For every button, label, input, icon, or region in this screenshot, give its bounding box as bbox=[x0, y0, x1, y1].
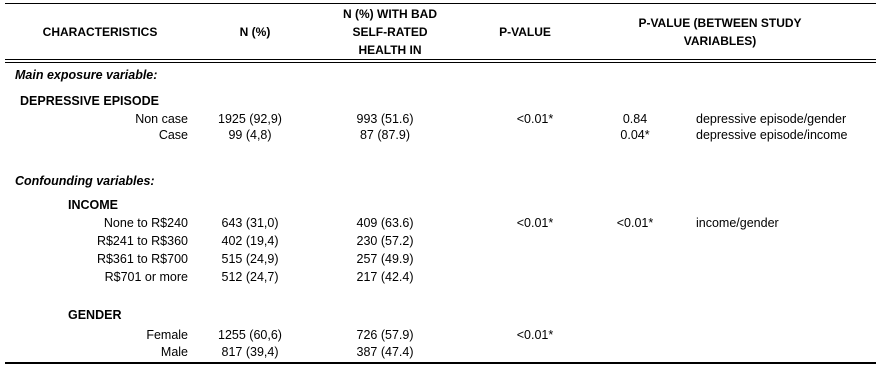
row-bad: 87 (87.9) bbox=[359, 128, 411, 142]
header-pvalue-between-line2: VARIABLES) bbox=[683, 34, 757, 48]
row-label: Male bbox=[160, 345, 188, 359]
header-characteristics: CHARACTERISTICS bbox=[42, 25, 158, 39]
row-n: 1255 (60,6) bbox=[218, 328, 282, 342]
row-label: R$701 or more bbox=[104, 270, 188, 284]
row-label: None to R$240 bbox=[103, 216, 188, 230]
row-bad: 387 (47.4) bbox=[356, 345, 414, 359]
row-pvalue: <0.01* bbox=[516, 328, 554, 342]
row-variable-pair: depressive episode/income bbox=[696, 128, 848, 142]
row-bad: 217 (42.4) bbox=[356, 270, 414, 284]
row-n: 512 (24,7) bbox=[221, 270, 279, 284]
row-label: Female bbox=[146, 328, 188, 342]
row-pvalue: <0.01* bbox=[516, 112, 554, 126]
row-label: Case bbox=[158, 128, 188, 142]
row-variable-pair: depressive episode/gender bbox=[696, 112, 847, 126]
group-title-depressive: DEPRESSIVE EPISODE bbox=[20, 94, 159, 108]
section-confounding: Confounding variables: bbox=[15, 174, 155, 188]
header-rule-2 bbox=[5, 62, 876, 63]
row-n: 817 (39,4) bbox=[221, 345, 279, 359]
row-variable-pair: income/gender bbox=[696, 216, 779, 230]
group-title-income: INCOME bbox=[68, 198, 118, 212]
row-n: 1925 (92,9) bbox=[218, 112, 282, 126]
header-pvalue: P-VALUE bbox=[499, 25, 551, 39]
header-rule-1 bbox=[5, 59, 876, 60]
group-title-gender: GENDER bbox=[68, 308, 122, 322]
row-label: Non case bbox=[135, 112, 188, 126]
row-label: R$241 to R$360 bbox=[96, 234, 188, 248]
row-pvalue: <0.01* bbox=[516, 216, 554, 230]
bottom-rule bbox=[5, 362, 876, 364]
row-bad: 993 (51.6) bbox=[356, 112, 414, 126]
header-n-pct: N (%) bbox=[239, 25, 271, 39]
section-main-exposure: Main exposure variable: bbox=[15, 68, 158, 82]
top-rule bbox=[5, 3, 876, 4]
row-n: 515 (24,9) bbox=[221, 252, 279, 266]
row-bad: 409 (63.6) bbox=[356, 216, 414, 230]
row-n: 643 (31,0) bbox=[221, 216, 279, 230]
header-n-bad-line3: HEALTH IN bbox=[358, 43, 422, 57]
row-bad: 726 (57.9) bbox=[356, 328, 414, 342]
row-n: 99 (4,8) bbox=[228, 128, 272, 142]
row-bad: 230 (57.2) bbox=[356, 234, 414, 248]
row-bad: 257 (49.9) bbox=[356, 252, 414, 266]
row-pvalue-between: <0.01* bbox=[616, 216, 654, 230]
row-pvalue-between: 0.84 bbox=[622, 112, 648, 126]
header-n-bad-line2: SELF-RATED bbox=[352, 25, 428, 39]
header-pvalue-between-line1: P-VALUE (BETWEEN STUDY bbox=[638, 16, 802, 30]
header-n-bad-line1: N (%) WITH BAD bbox=[343, 7, 437, 21]
row-n: 402 (19,4) bbox=[221, 234, 279, 248]
row-label: R$361 to R$700 bbox=[96, 252, 188, 266]
row-pvalue-between: 0.04* bbox=[620, 128, 650, 142]
